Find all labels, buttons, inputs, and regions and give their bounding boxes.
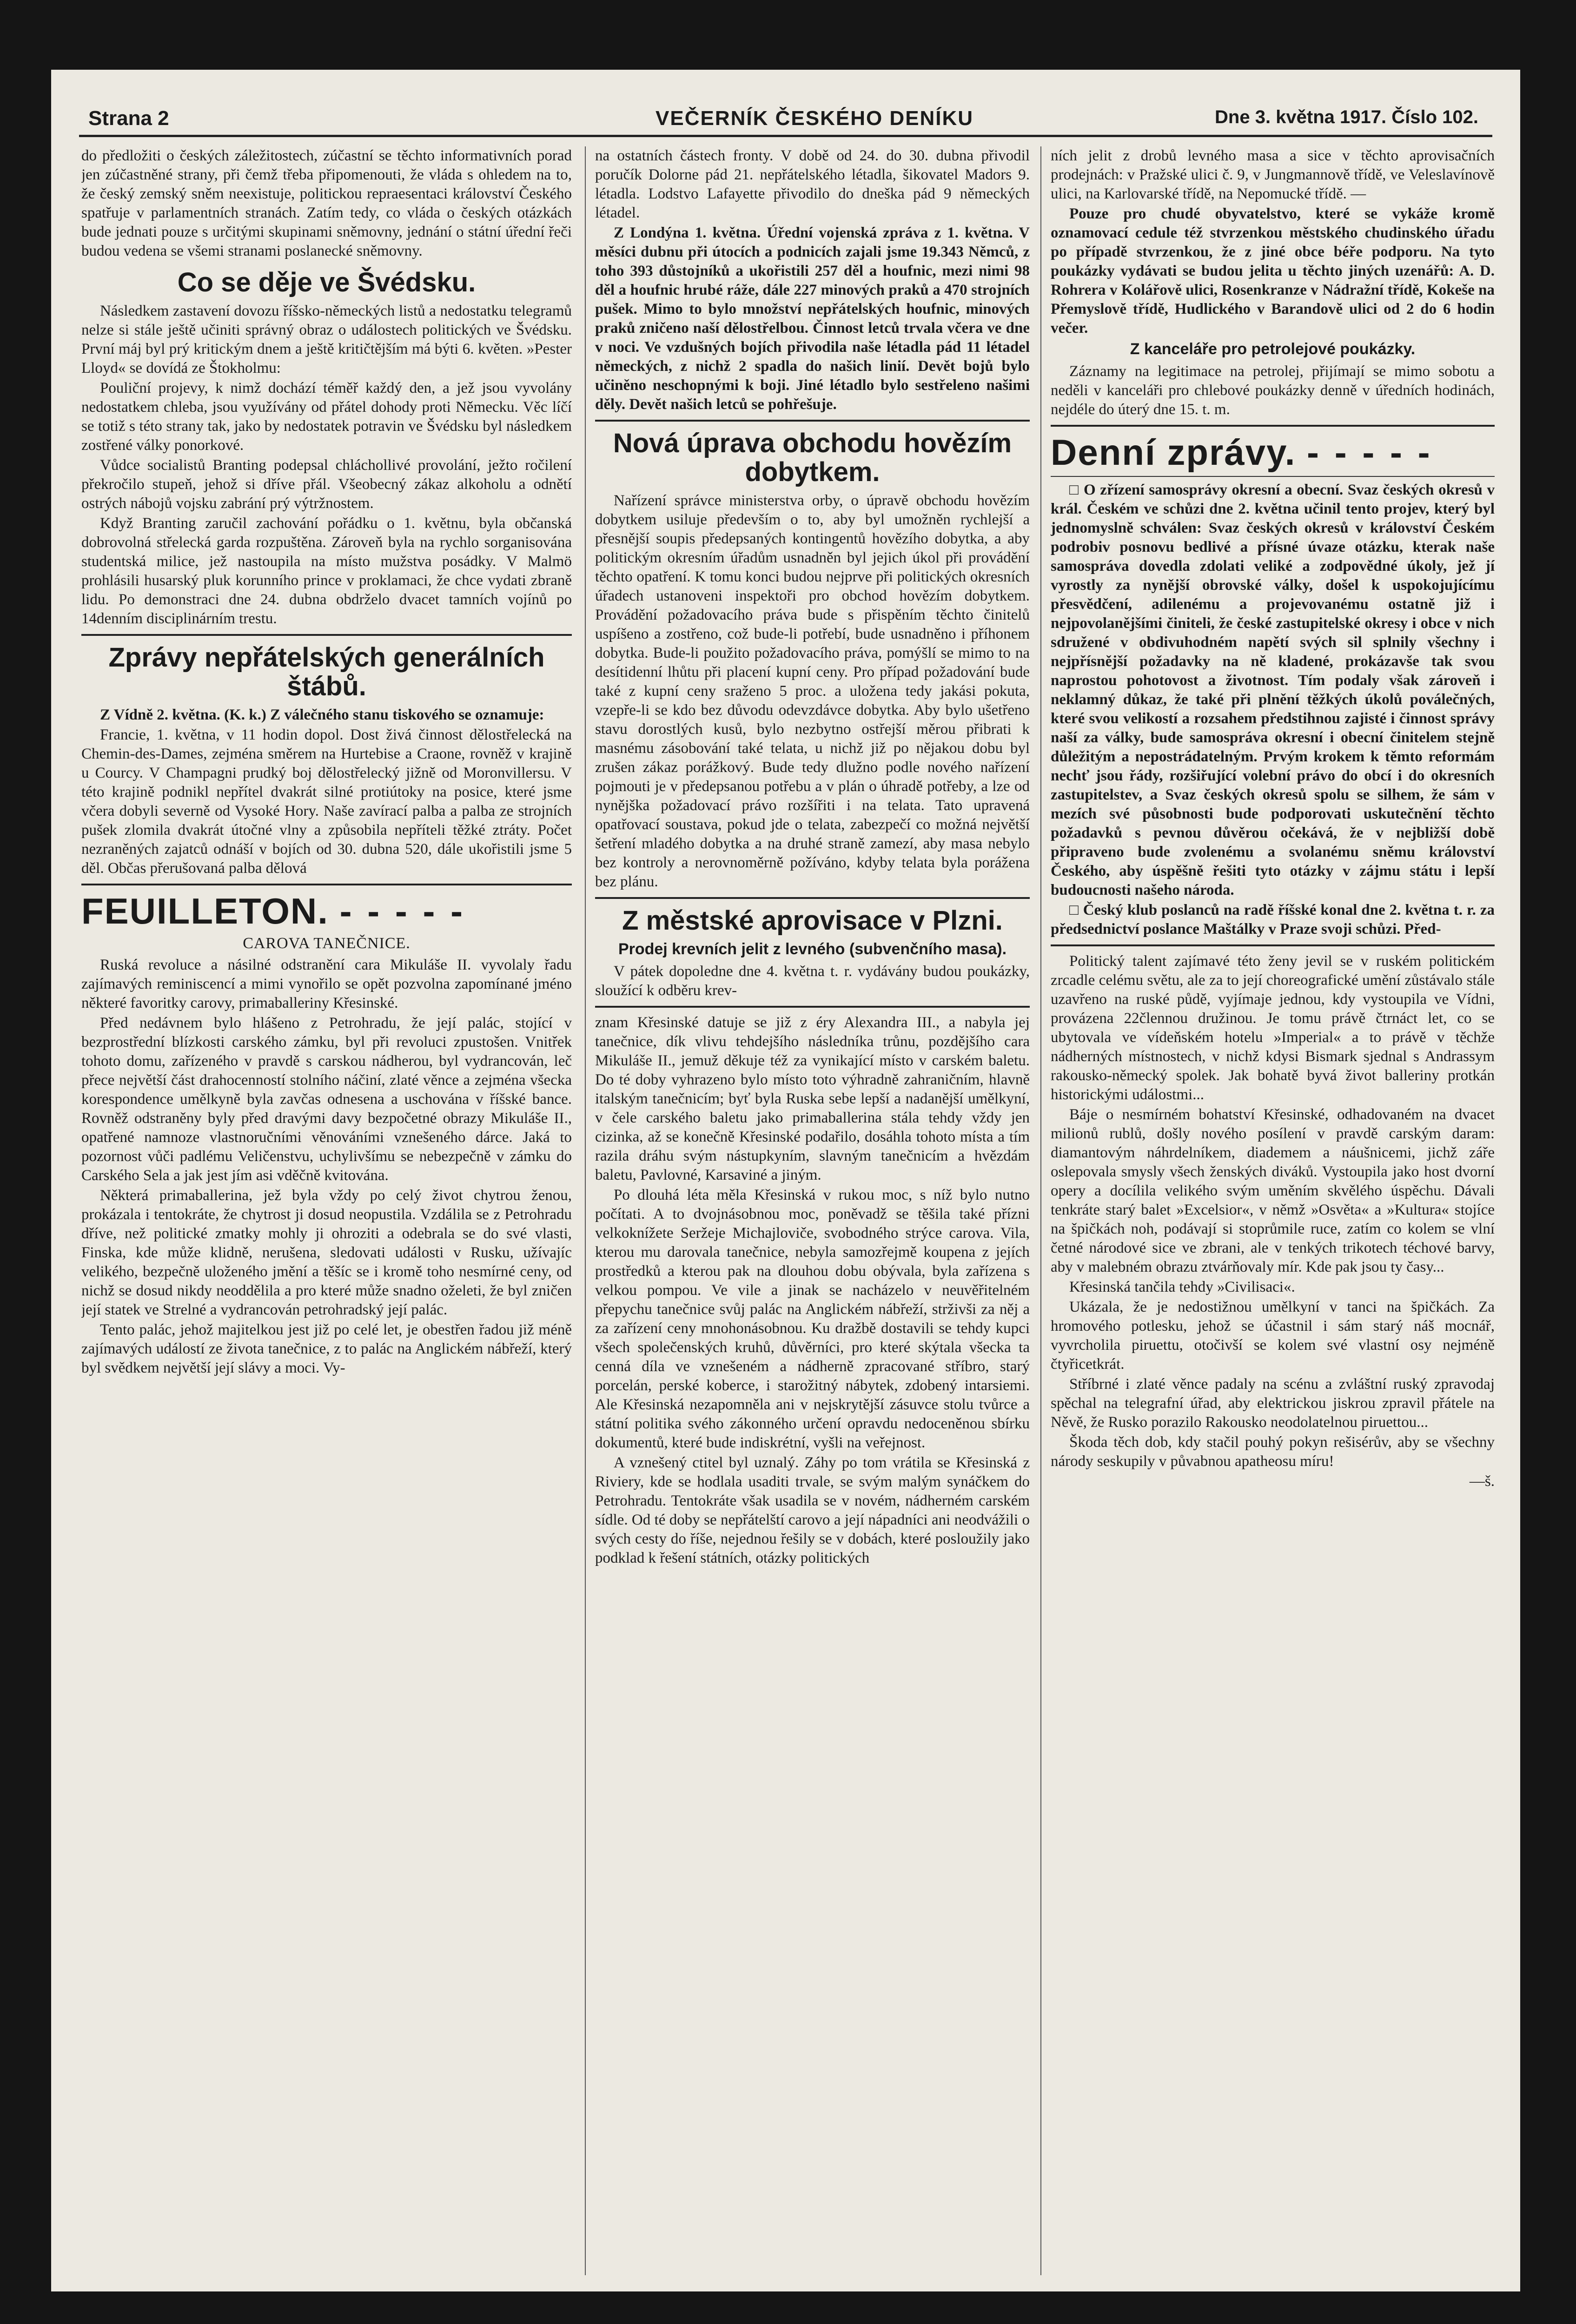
article-paragraph: Následkem zastavení dovozu říšsko-německých listů a nedostatku telegramů nelze si stále ještě učiniti správný obraz o událostech politických ve Švédsku. První máj byl prý kritickým dnem a ještě kritičtějším má býti 6. květen. »Pester Lloyd« se dovídá ze Štokholmu:	[81, 303, 572, 376]
feuilleton-paragraph: Křesinská tančila tehdy »Civilisaci«.	[1069, 1279, 1295, 1295]
section-rule	[595, 420, 1030, 422]
column-divider	[1040, 146, 1041, 2275]
page-number: Strana 2	[88, 107, 169, 130]
feuilleton-paragraph: Báje o nesmírném bohatství Křesinské, odhadovaném na dvacet milionů rublů, došly nového posílení v pravdě carským daram: diamantovým náhrdelníkem, diademem a náušnicemi, jichž záře oslepovala smysly všech ženských diváků. Vystoupila jako host dvorní opery a docílila velikého svým uměním skvělého úspěchu. Dávali tenkráte starý balet »Excelsior«, v němž »Osvěta« a »Kultura« stojíce na špičkách noh, podávají si stoprůmile ruce, zatím co kolem se vlní četné národové sice ve zbrani, ale v tenkých trikotech téchové barvy, aby v malebném obrazu ztvárňovaly mír. Kde pak jsou ty časy...	[1051, 1106, 1495, 1275]
header-rule	[79, 135, 1492, 137]
feuilleton-paragraph: Stříbrné i zlaté věnce padaly na scénu a zvláštní ruský zpravodaj spěchal na telegrafní úřad, aby elektrickou jiskrou zpravil přátele na Něvě, že Rusko porazilo Rakousko neodolatelnou piruettou...	[1051, 1376, 1495, 1431]
article-paragraph: V pátek dopoledne dne 4. května t. r. vydávány budou poukázky, sloužící k odběru krev-	[595, 963, 1030, 999]
article-paragraph: do předložiti o českých záležitostech, zúčastní se těchto informativních porad jen zúčastněné strany, při čemž třeba připomenouti, že vláda s ohledem na to, že český zemský sněm neexistuje, politickou repraesentaci království Českého spatřuje v parlamentních stranách. Zatím tedy, co vláda o českých otázkách bude jednati pouze s určitými skupinami sněmovny, jednání o státní úřední řeči budou vedena se všemi stranami poslanecké sněmovny.	[81, 147, 572, 259]
article-paragraph: Z Londýna 1. května. Úřední vojenská zpráva z 1. května. V měsíci dubnu při útocích a podnicích zajali jsme 19.343 Němců, z toho 393 důstojníků a ukořistili 257 děl a houfnic, mezi nimi 98 děl a houfnic hrubé ráže, dále 227 minových praků a 470 strojních pušek. Mimo to bylo množství nepřátelských houfnic, minových praků zničeno naší dělostřelbou. Činnost letců trvala včera ve dne v noci. Ve vzdušných bojích přivodila naše létadla pád 11 létadel německých, z nichž 2 spadla do našich linií. Devět bojů bylo učiněno neschopnými k boji. Jiné létadlo bylo sestřeleno našimi děly. Devět našich letců se pohřešuje.	[595, 224, 1030, 413]
headline-sweden: Co se děje ve Švédsku.	[177, 267, 476, 297]
article-paragraph: ních jelit z drobů levného masa a sice v těchto aprovisačních prodejnách: v Pražské ulici č. 9, v Jungmannově třídě, ve Veleslavínově ulici, na Karlovarské třídě, na Nepomucké třídě. —	[1051, 147, 1495, 202]
feuilleton-paragraph: A vznešený ctitel byl uznalý. Záhy po tom vrátila se Křesinská z Riviery, kde se hodlala usaditi trvale, se svým malým synáčkem do Petrohradu. Tentokráte však usadila se v novém, nádherném carském sídle. Od té doby se nepřátelští carovo a její nápadníci ani neodvážili o svých cesty do říše, nejednou řešily se v dobách, které posloužily jako podklad k řešení státních, otázky politických	[595, 1454, 1030, 1566]
section-rule	[1051, 476, 1495, 477]
column-1	[81, 146, 572, 2284]
feuilleton-paragraph: znam Křesinské datuje se již z éry Alexandra III., a nabyla jej tanečnice, dík vlivu tehdejšího následníka trůnu, pozdějšího cara Mikuláše II., jemuž děkuje též za vynikající místo v carském baletu. Do té doby vyhrazeno bylo místo toto výhradně zahraničním, hlavně italským tanečnicím; byť byla Ruska sebe lepší a nadanější umělkyní, v čele carského baletu jako primaballerina stála tehdy vždy jen cizinka, až se konečně Křesinské podařilo, dosáhla tohoto místa a tím razila dráhu svým nástupkyním, slavným tanečnicím a hvězdám baletu, Pavlovné, Karsaviné a jiným.	[595, 1014, 1030, 1183]
news-item: □ Český klub poslanců na radě říšské konal dne 2. května t. r. za předsednictví poslance Maštálky v Praze svoji schůzi. Před-	[1051, 902, 1495, 938]
subheadline-plzen: Prodej krevních jelit z levného (subvenčního masa).	[618, 940, 1007, 958]
feuilleton-paragraph: Po dlouhá léta měla Křesinská v rukou moc, s níž bylo nutno počítati. A to dvojnásobnou moc, poněvadž se těšila také přízni velkoknížete Seržeje Michajloviče, svobodného strýce carova. Vila, kterou mu darovala tanečnice, nebyla samozřejmě koupena z jejích prostředků a kterou pak na dlouhou dobu obývala, byla zařízena s velkou pompou. Ve vile a jinak se nacházelo v neuvěřitelném přepychu tanečnice svůj palác na Anglickém nábřeží, strživši za něj a za zařízení ceny mnohonásobnou. Ku dražbě dostavili se tehdy kupci všech společenských kruhů, důvěrníci, pro které skýtala všecka ta cenná díla ve vznešeném a nádherně zpracované stříbro, starý porcelán, perské koberce, i starožitný nábytek, zdobený intarsiemi. Ale Křesinská nezapomněla ani v nejskrytější zásuvce stolu tvůrce a státní politika svého zákonného určení opravdu nedoceněnou sbírku dokumentů, které bude indiskrétní, vyšli na veřejnost.	[595, 1187, 1030, 1451]
masthead-title: VEČERNÍK ČESKÉHO DENÍKU	[656, 107, 974, 130]
article-paragraph: Když Branting zaručil zachování pořádku o 1. květnu, byla občanská dobrovolná střelecká garda rozpuštěna. Zároveň byla na rychlo sorganisována studentská milice, jež nastoupila na místo mužstva posádky. V Malmö prohlásili husarský pluk korunního prince v proklamaci, že chce vydati zbraně lidu. Po demonstraci dne 24. dubna obdrželo dvacet tamních vojínů po 14denním disciplinárním trestu.	[81, 515, 572, 627]
article-paragraph: na ostatních částech fronty. V době od 24. do 30. dubna přivodil poručík Dolorne pád 21. nepřátelského létadla, šikovatel Madors 9. létadla. Lodstvo Lafayette přivodilo do dneška pád 9 německých létadel.	[595, 147, 1030, 221]
headline-plzen-supply: Z městské aprovisace v Plzni.	[622, 905, 1003, 936]
column-divider	[585, 146, 586, 2275]
column-2	[595, 146, 1030, 2284]
daily-news-heading	[1051, 432, 1495, 472]
page-header	[51, 70, 1520, 139]
column-3	[1051, 146, 1495, 2284]
feuilleton-heading	[81, 891, 572, 931]
feuilleton-paragraph: Politický talent zajímavé této ženy jevil se v ruském politickém zrcadle celému světu, ale za to její choreografické umění zůstávalo stále uzavřeno na ruské půdě, vyjímaje jednou, kdy vystoupila ve Vídni, provázena 22člennou družinou. Je tomu právě čtrnáct let, co se ubytovala ve vídeňském hotelu »Imperial« a to právě v těchže nádherných místnostech, v nichž kdysi Bismark sjednal s Andrassym rakousko-německý spolek. Jak bohatě byvá život balleriny protkán historickými událostmi...	[1051, 953, 1495, 1103]
article-paragraph: Nařízení správce ministerstva orby, o úpravě obchodu hovězím dobytkem usiluje především o to, aby byl umožněn rychlejší a přesnější soupis předepsaných kontingentů hovězího dobytka, a aby politickým okresním úřadům usnadněn byl jejich úkol při provádění těchto opatření. K tomu konci budou nejprve při politických okresních úřadech ustanoveni inspektoři pro obchod hovězím dobytkem. Provádění požadovacího práva bude s přispěním těchto činitelů uspíšeno a zostřeno, což bude-li potřebí, bude usnadněno i příhonem dobytka. Bude-li použito požadovacího práva, pomýšlí se mimo to na desítidenní lhůtu při placení kupní ceny. Pro případ požadování bude také z kupní ceny sraženo 5 proc. a uložena tedy jakási pokuta, vzepře-li se kdo bez důvodu odevzdávce dobytka. Aby bylo ušetřeno stavu dorostlých kusů, bylo nezbytno ostřejší měrou přibrati k masnému zásobování také telata, u nichž již po nějakou dobu byl zrušen zákaz porážkový. Bude tedy dlužno podle nového nařízení pojmouti je v předepsanou potřebu a v plán o úhradě potřeby, a lze od nynějška požadovací právo rozšířiti i na telata. Tato upravená opatřovací soustava, pokud jde o telata, zabezpečí co možná největší šetření mladého dobytka a na druhé straně zamezí, aby masa nebylo bez kontroly a nerovnoměrně požíváno, kdyby telata byla porážena bez plánu.	[595, 492, 1030, 890]
feuilleton-paragraph: Tento palác, jehož majitelkou jest již po celé let, je obestřen řadou již méně zajímavých událostí ze života tanečnice, z to palác na Anglickém nábřeží, který byl svědkem největší její slávy a moci. Vy-	[81, 1321, 572, 1376]
headline-petroleum-office: Z kanceláře pro petrolejové poukázky.	[1130, 340, 1416, 358]
section-rule	[1051, 425, 1495, 427]
article-paragraph: Pouliční projevy, k nimž dochází téměř každý den, a jež jsou vyvolány nedostatkem chleba, jsou využívány od přátel dohody proti Německu. Věc líčí se totiž s této strany tak, jako by nedostatek potravin ve Švédsku byl následkem zostřené války ponorkové.	[81, 380, 572, 454]
section-rule	[1051, 944, 1495, 946]
issue-date: Dne 3. května 1917. Číslo 102.	[1215, 107, 1478, 127]
feuilleton-paragraph: Ukázala, že je nedostižnou umělkyní v tanci na špičkách. Za hromového potlesku, jehož se účastnil i sám starý náš mocnář, vyvrcholila piruettu, otočivší se kolem své vlastní osy nejméně čtyřicetkrát.	[1051, 1299, 1495, 1373]
newspaper-page	[51, 70, 1520, 2291]
article-paragraph: Vůdce socialistů Branting podepsal chláchollivé provolání, ježto ročilení překročilo stupeň, jehož si dříve přál. Všeobecný zákaz alkoholu a odnětí ostrých nábojů vojsku zabrání prý výtržnostem.	[81, 457, 572, 512]
daily-news-title: Denní zprávy.	[1051, 432, 1296, 473]
feuilleton-subtitle: CAROVA TANEČNICE.	[243, 935, 411, 952]
article-paragraph: Záznamy na legitimace na petrolej, přijímají se mimo sobotu a neděli v kanceláři pro chlebové poukázky denně v úředních hodinách, nejdéle do úterý dne 15. t. m.	[1051, 363, 1495, 418]
section-rule	[595, 897, 1030, 899]
feuilleton-paragraph: Ruská revoluce a násilné odstranění cara Mikuláše II. vyvolaly řadu zajímavých reminiscencí a mimi vynořilo se opět pozvolna zapomínané jméno některé favoritky carovy, primaballeriny Křesinské.	[81, 957, 572, 1011]
feuilleton-dashes: - - - - -	[339, 891, 466, 931]
author-signature: —š.	[1469, 1473, 1495, 1490]
headline-enemy-reports: Zprávy nepřátelských generálních štábů.	[108, 642, 545, 701]
feuilleton-paragraph: Některá primaballerina, jež byla vždy po celý život chytrou ženou, prokázala i tentokráte, že chytrost ji dosud neopustila. Vzdálila se z Petrohradu dříve, než politické zmatky mohly ji ohroziti a odebrala se do své vlasti, Finska, kde může klidně, nerušena, sledovati události v Rusku, užívajíc velikého, bezpečně uloženého jmění a těšíc se i kromě toho nesmírné ceny, od nichž se dosud nikdy neoddělila a pro které může snadno oželeti, že byl zničen její statek ve Strelné a vydrancován petrohradský její palác.	[81, 1187, 572, 1318]
news-item: □ O zřízení samosprávy okresní a obecní. Svaz českých okresů v král. Českém ve schůzi dne 2. května učinil tento projev, který byl jednomyslně schválen: Svaz českých okresů v království Českém podrobiv posnovu bedlivé a přísné úvaze otázku, kterak naše samospráva dovedla zdolati veliké a zodpovědné úkoly, jež jí vyrostly za nynější obrovské války, došel k uspokojujícímu přesvědčení, adilenému a projevovanému ostatně již i nejpovolanějšími činiteli, že české zastupitelské okresy i obce v nich sdružené v obdivuhodném napětí svých sil splnily všechny i nejpřísnější požadavky na ně kladené, prokázavše tak svou naprostou pohotovost a životnost. Tím podaly však zároveň i neklamný důkaz, že také při plnění těžkých úkolů poválečných, které svou velikostí a rozsahem předstihnou zajisté i činnost správy naší za války, bude samospráva okresní i obecní činitelem stejně důležitým a nepostrádatelným. Prvým krokem k těmto reformám nechť jsou řády, rozšiřující volební právo do obcí i do okresních zastupitelstev, a Svaz českých okresů spolu se silhem, že sám v mezích své působnosti bude podporovati uskutečnění těchto požadavků s pevnou důvěrou očekává, že v nejbližší době připraveno bude zvolenému a svolanému sněmu království Českého, aby úspěšně řešiti tyto otázky v zájmu státu i lepší budoucnosti našeho národa.	[1051, 482, 1495, 898]
article-paragraph: Z Vídně 2. května. (K. k.) Z válečného stanu tiskového se oznamuje:	[100, 706, 544, 723]
daily-news-dashes: - - - - -	[1307, 432, 1433, 473]
article-paragraph: Francie, 1. května, v 11 hodin dopol. Dost živá činnost dělostřelecká na Chemin-des-Dames, zejména směrem na Hurtebise a Craone, rovněž v krajině u Courcy. V Champagni prudký boj dělostřelecký jižně od Moronvillersu. V této krajině podnikl nepřítel dvakrát silné protiútoky na posice, které jsme včera dobyli severně od Vysoké Hory. Naše zavírací palba a palba ze strojních pušek zlomila dvakrát útočné vlny a způsobila nepříteli těžké ztráty. Počet nezraněných zajatců odnáší v bojích od 30. dubna 520, dále ukořistili jsme 5 děl. Občas přerušovaná palba dělová	[81, 726, 572, 877]
feuilleton-title: FEUILLETON.	[81, 891, 329, 931]
section-rule	[81, 634, 572, 636]
headline-beef-trade: Nová úprava obchodu hovězím dobytkem.	[613, 428, 1012, 487]
section-rule	[595, 1006, 1030, 1008]
section-rule	[81, 884, 572, 885]
feuilleton-paragraph: Před nedávnem bylo hlášeno z Petrohradu, že její palác, stojící v bezprostřední blízkosti carského zámku, byl při revoluci zpustošen. Vnitřek tohoto domu, zařízeného v pravdě s carskou nádherou, byl vydrancován, leč přece největší část drahocenností stolního náčiní, zlaté věnce a zejména všecka korespondence umělkyně byla zavčas odnesena a uschována v říšské bance. Rovněž odstraněny byly před dravými davy bezpočetné obrazy Mikuláše II., opatřené namnoze vlastnoručními věnováními vznešeného dárce. Jaká to pozornost vůči padlému Veličenstvu, uchylivšímu se nebezpečně v zámku do Carského Sela a jak jest jím asi vděčně kvitována.	[81, 1015, 572, 1184]
feuilleton-paragraph: Škoda těch dob, kdy stačil pouhý pokyn rešisérův, aby se všechny národy seskupily v půvabnou apatheosu míru!	[1051, 1434, 1495, 1470]
article-paragraph: Pouze pro chudé obyvatelstvo, které se vykáže kromě oznamovací cedule též stvrzenkou městského chudinského úřadu po případě stvrzenkou, že z jiné obce béře podporu. Na tyto poukázky vydávati se budou jelita u těchto jiných uzenářů: A. D. Rohrera v Kolářově ulici, Rosenkranze v Nádražní třídě, Kokeše na Přemyslově třídě, Hudlického v Barandově ulici od 2 do 6 hodin večer.	[1051, 205, 1495, 337]
